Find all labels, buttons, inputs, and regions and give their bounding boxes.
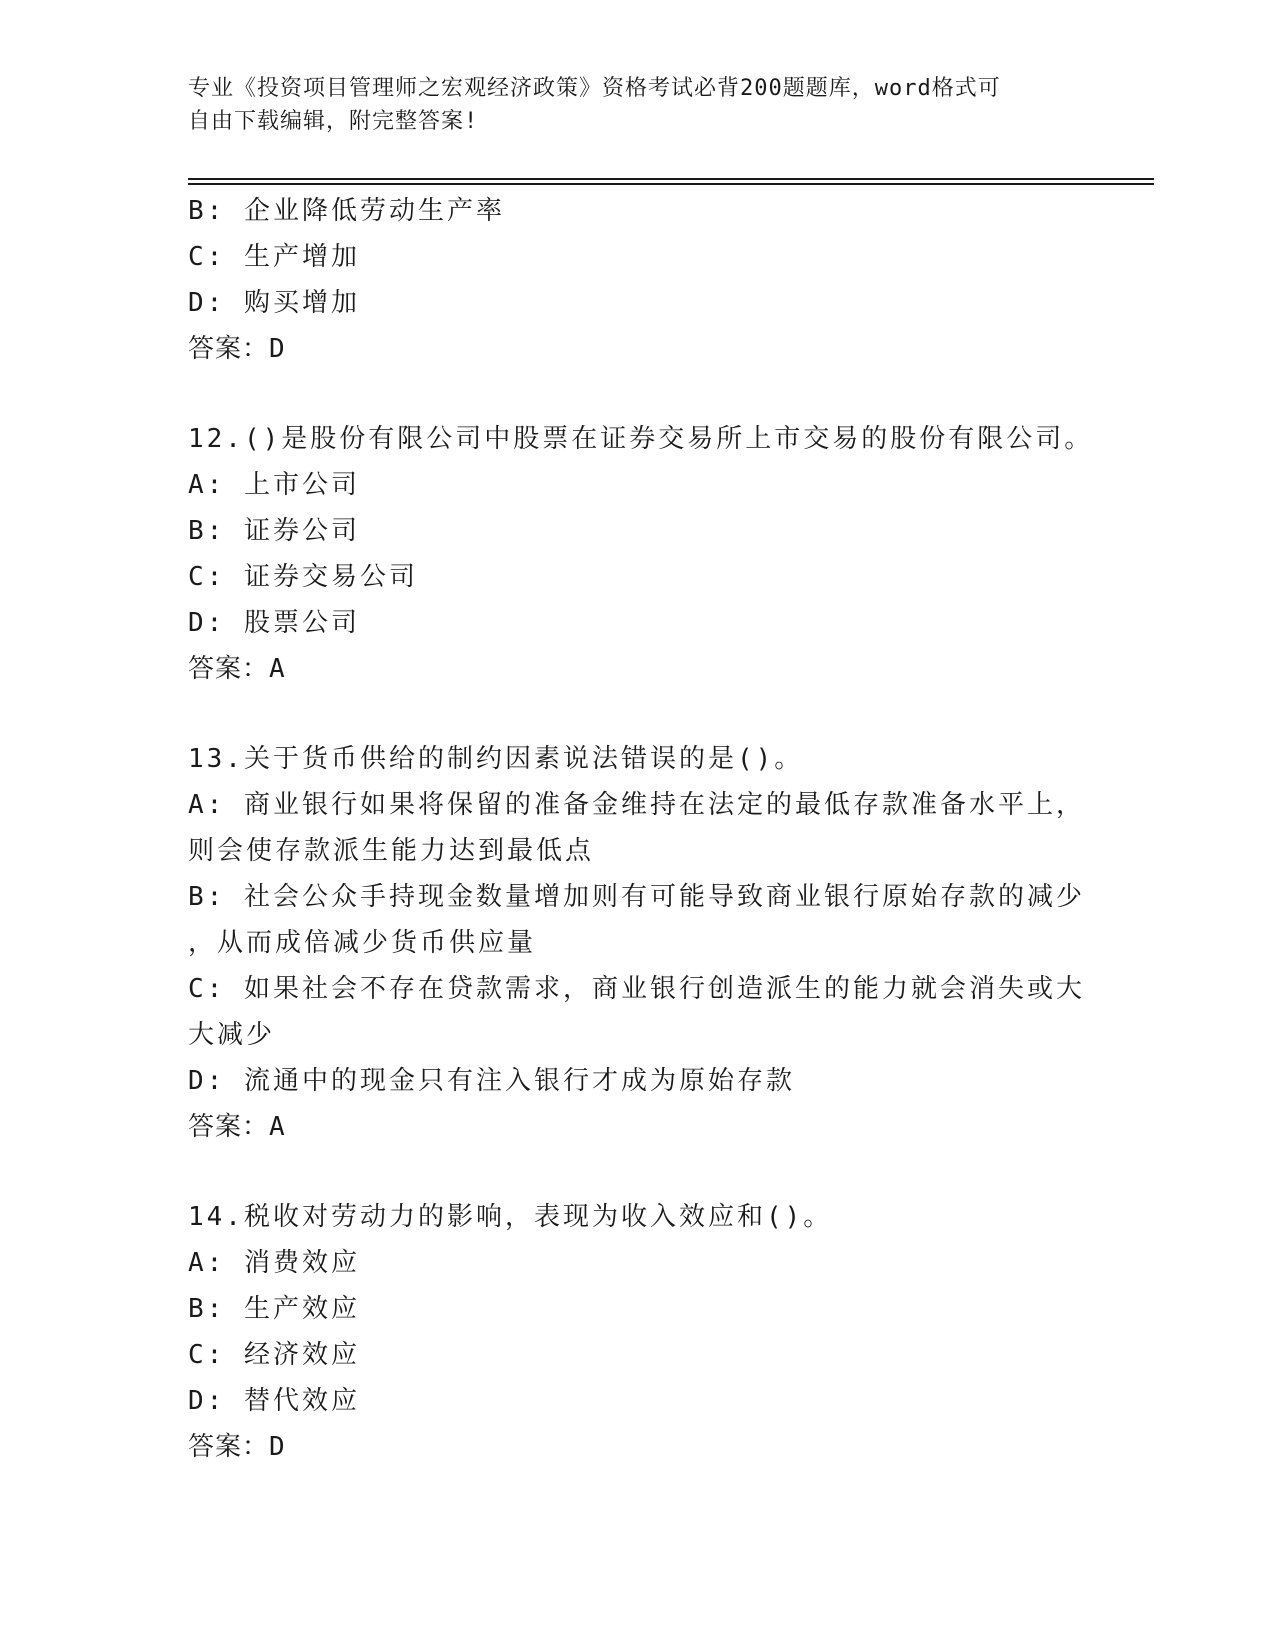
question-14 bbox=[188, 1194, 1088, 1470]
question-13 bbox=[188, 736, 1088, 1150]
question-text: 13.关于货币供给的制约因素说法错误的是()。 bbox=[188, 744, 804, 774]
option-c: C: 经济效应 bbox=[188, 1340, 360, 1370]
answer: 答案：D bbox=[188, 334, 286, 364]
option-d: D: 流通中的现金只有注入银行才成为原始存款 bbox=[188, 1066, 795, 1096]
question-12 bbox=[188, 416, 1094, 692]
answer: 答案：A bbox=[188, 654, 286, 684]
header-line-2: 自由下载编辑，附完整答案! bbox=[188, 109, 479, 134]
document-header bbox=[188, 72, 1088, 138]
option-d: D: 替代效应 bbox=[188, 1386, 360, 1416]
option-b: B: 生产效应 bbox=[188, 1294, 360, 1324]
answer: 答案：A bbox=[188, 1112, 286, 1142]
header-line-1: 专业《投资项目管理师之宏观经济政策》资格考试必背200题题库，word格式可 bbox=[188, 76, 1001, 101]
answer: 答案：D bbox=[188, 1432, 286, 1462]
question-text: 14.税收对劳动力的影响，表现为收入效应和()。 bbox=[188, 1202, 833, 1232]
option-b-line-2: ，从而成倍减少货币供应量 bbox=[188, 928, 537, 958]
option-a-line-2: 则会使存款派生能力达到最低点 bbox=[188, 836, 595, 866]
question-list bbox=[188, 188, 1094, 1470]
option-c: C: 生产增加 bbox=[188, 242, 360, 272]
option-a: A: 上市公司 bbox=[188, 470, 360, 500]
header-divider-top bbox=[188, 178, 1154, 180]
question-11 bbox=[188, 188, 1088, 372]
header-divider-bottom bbox=[188, 183, 1154, 185]
option-d: D: 股票公司 bbox=[188, 608, 360, 638]
option-b: B: 企业降低劳动生产率 bbox=[188, 196, 505, 226]
option-d: D: 购买增加 bbox=[188, 288, 360, 318]
option-a: A: 消费效应 bbox=[188, 1248, 360, 1278]
option-c: C: 证券交易公司 bbox=[188, 562, 418, 592]
option-b-line-1: B: 社会公众手持现金数量增加则有可能导致商业银行原始存款的减少 bbox=[188, 882, 1085, 912]
option-a-line-1: A: 商业银行如果将保留的准备金维持在法定的最低存款准备水平上， bbox=[188, 790, 1085, 820]
question-text: 12.()是股份有限公司中股票在证券交易所上市交易的股份有限公司。 bbox=[188, 424, 1094, 454]
option-c-line-1: C: 如果社会不存在贷款需求，商业银行创造派生的能力就会消失或大 bbox=[188, 974, 1085, 1004]
option-c-line-2: 大减少 bbox=[188, 1020, 276, 1050]
option-b: B: 证券公司 bbox=[188, 516, 360, 546]
